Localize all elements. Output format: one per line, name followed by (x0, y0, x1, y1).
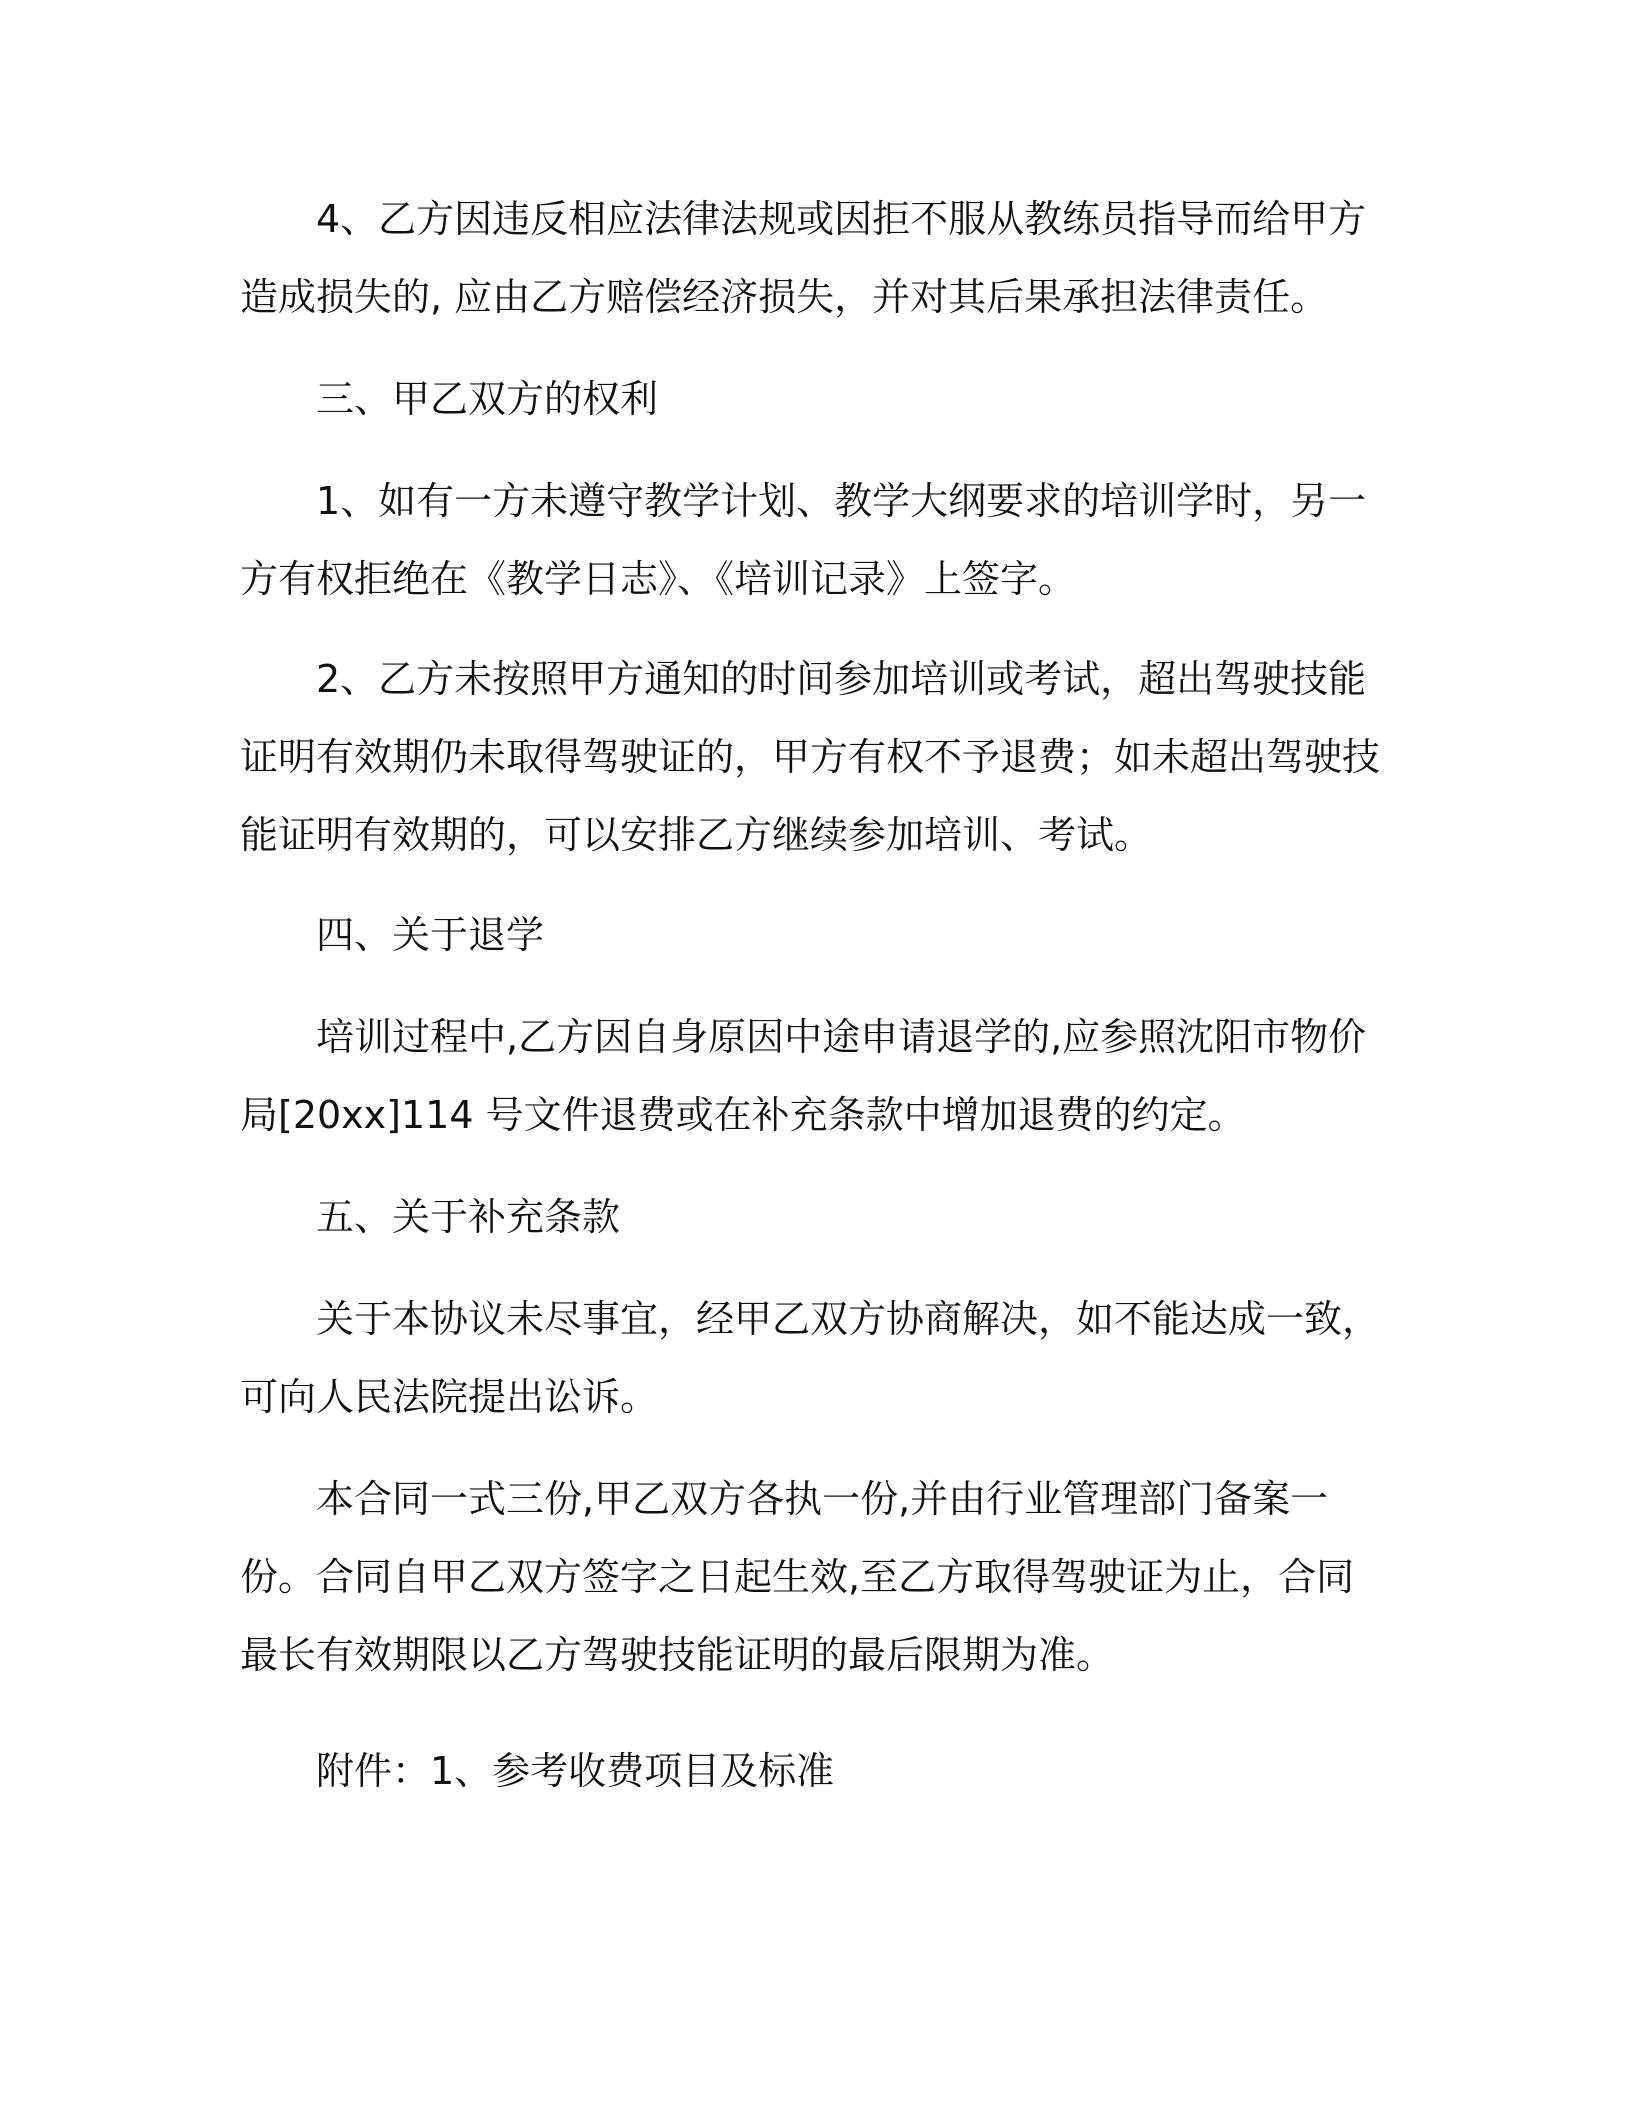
attachment-paragraph: 附件：1、参考收费项目及标准 (316, 1749, 835, 1793)
section-3-heading: 三、甲乙双方的权利 (316, 377, 659, 421)
rights-clause-2-paragraph: 2、乙方未按照甲方通知的时间参加培训或考试，超出驾驶技能证明有效期仍未取得驾驶证的，甲方有权不予退费；如未超出驾驶技能证明有效期的，可以安排乙方继续参加培训、考试。 (240, 657, 1381, 857)
contract-copies-paragraph: 本合同一式三份,甲乙双方各执一份,并由行业管理部门备案一份。合同自甲乙双方签字之日起生效,至乙方取得驾驶证为止，合同最长有效期限以乙方驾驶技能证明的最后限期为准。 (240, 1477, 1355, 1677)
section-4-heading: 四、关于退学 (316, 913, 545, 957)
withdrawal-paragraph: 培训过程中,乙方因自身原因中途申请退学的,应参照沈阳市物价局[20xx]114 号文件退费或在补充条款中增加退费的约定。 (240, 1015, 1367, 1137)
rights-clause-1-paragraph: 1、如有一方未遵守教学计划、教学大纲要求的培训学时，另一方有权拒绝在《教学日志》、《培训记录》上签字。 (240, 479, 1367, 601)
clause-4-paragraph: 4、乙方因违反相应法律法规或因拒不服从教练员指导而给甲方造成损失的, 应由乙方赔偿经济损失，并对其后果承担法律责任。 (240, 197, 1367, 319)
supplementary-terms-paragraph: 关于本协议未尽事宜，经甲乙双方协商解决，如不能达成一致，可向人民法院提出讼诉。 (240, 1297, 1381, 1419)
section-5-heading: 五、关于补充条款 (316, 1195, 621, 1239)
